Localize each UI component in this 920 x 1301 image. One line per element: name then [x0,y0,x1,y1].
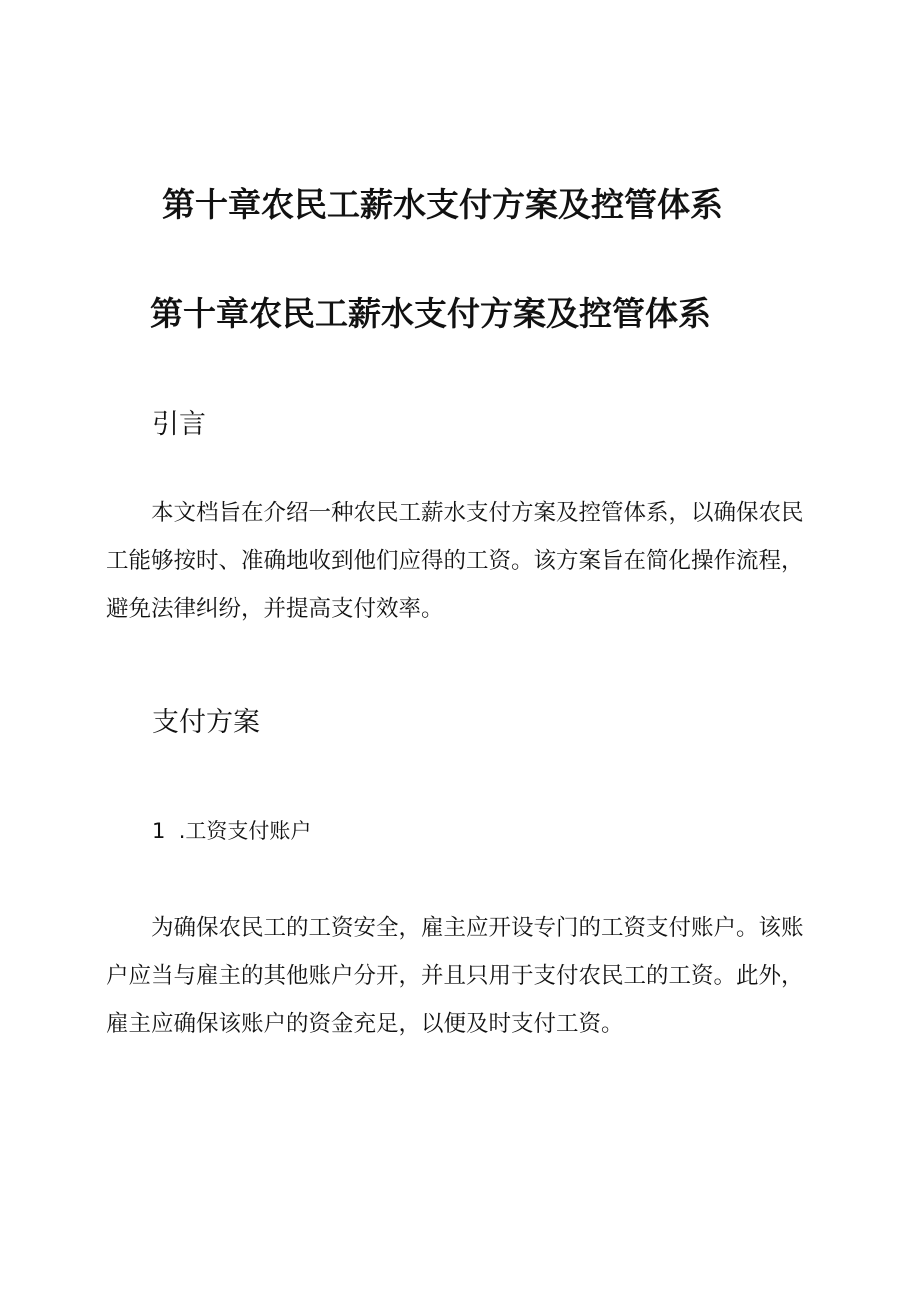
subsection-heading-wage-account: 1 .工资支付账户 [152,819,312,843]
paragraph-line: 户应当与雇主的其他账户分开，并且只用于支付农民工的工资。此外， [106,963,804,989]
paragraph-line: 雇主应确保该账户的资金充足，以便及时支付工资。 [106,1011,624,1037]
paragraph-line: 避免法律纠纷，并提高支付效率。 [106,596,444,622]
section-heading-intro: 引言 [152,409,206,440]
intro-paragraph [106,489,826,633]
section-heading-payment-plan: 支付方案 [152,707,260,738]
paragraph-line: 本文档旨在介绍一种农民工薪水支付方案及控管体系，以确保农民 [151,500,804,526]
paragraph-line: 为确保农民工的工资安全，雇主应开设专门的工资支付账户。该账 [151,915,804,941]
wage-account-paragraph [106,904,826,1048]
paragraph-line: 工能够按时、准确地收到他们应得的工资。该方案旨在简化操作流程， [106,548,804,574]
chapter-title: 第十章农民工薪水支付方案及控管体系 [150,294,711,333]
document-title: 第十章农民工薪水支付方案及控管体系 [162,185,723,224]
